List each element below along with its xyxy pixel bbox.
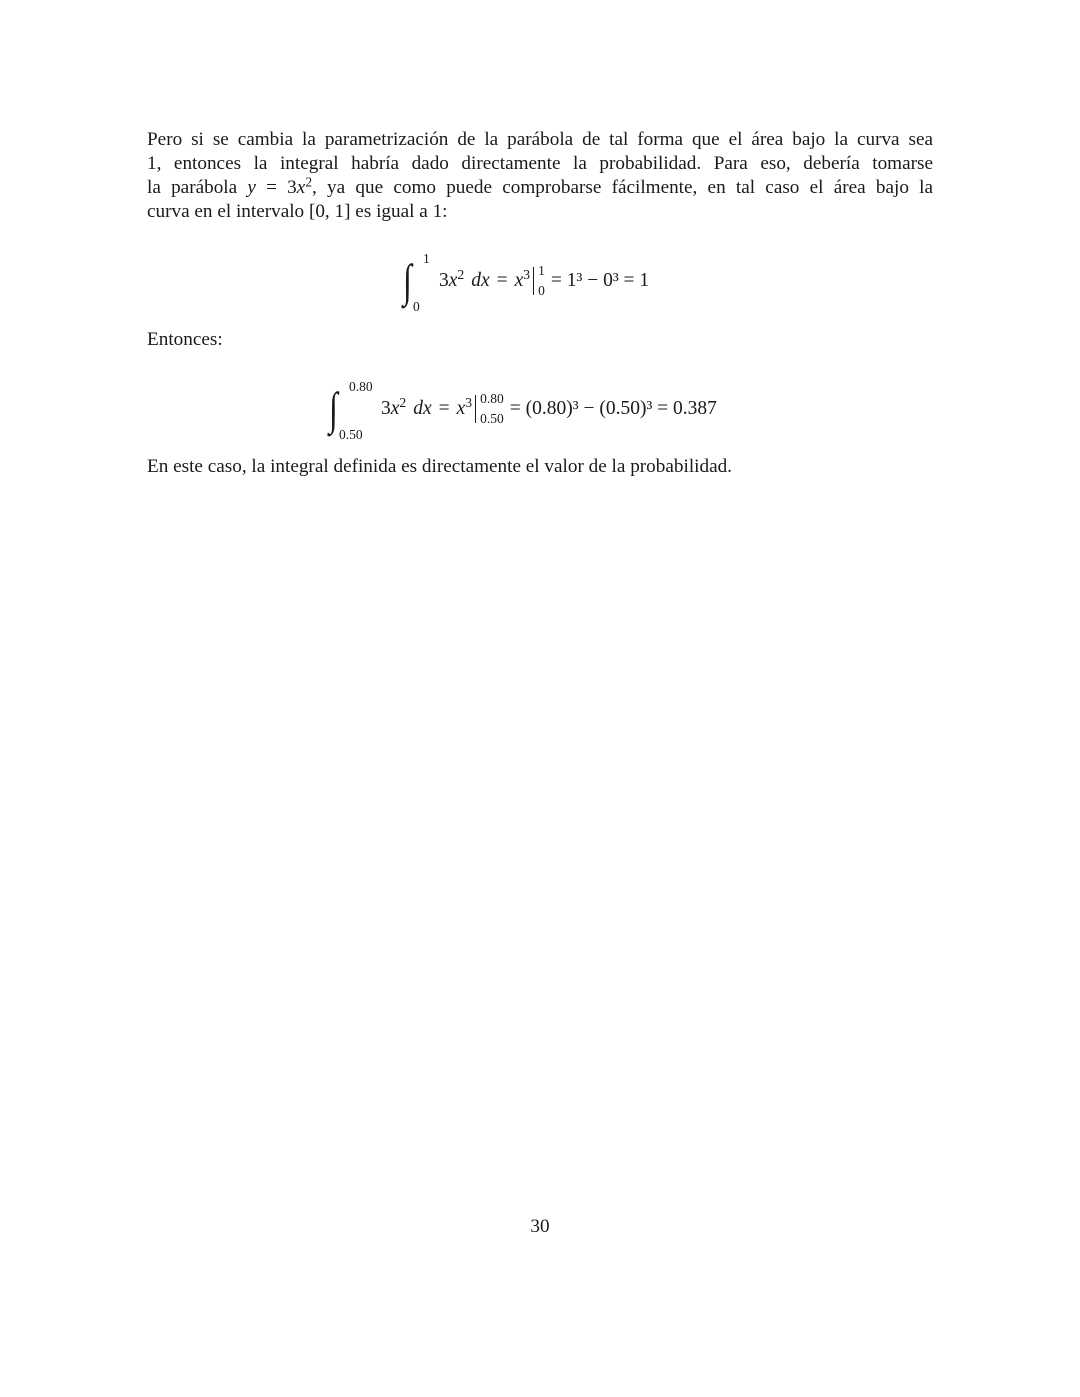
integral-lower-limit: 0 [413,299,420,314]
var: x [456,398,466,419]
integral-sign [403,251,433,314]
paragraph-conclusion [147,455,933,479]
differential: dx [413,398,432,419]
integral-icon: ∫ [329,383,338,434]
text-fragment: la parábola [147,177,248,198]
eval-upper: 1 [538,263,545,278]
paragraph-parametrization [147,128,933,224]
paragraph-line: 1, entonces la integral habría dado directamente la probabilidad. Para eso, debería tomarse [147,153,933,174]
equation-probability [329,379,717,442]
integral-icon: ∫ [403,255,412,306]
paragraph-line: En este caso, la integral definida es directamente el valor de la probabilidad. [147,456,732,477]
math-x: x [296,177,306,198]
integral-lower-limit: 0.50 [339,427,363,442]
antiderivative [456,395,473,420]
math-equals-3: = 3 [255,177,297,198]
evaluation-limits [538,264,545,298]
eval-lower: 0.50 [480,411,504,426]
paragraph-line: Entonces: [147,329,223,350]
integral-upper-limit: 1 [423,251,430,266]
eval-upper: 0.80 [480,391,504,406]
equals-sign: = [438,398,450,419]
math-exponent: 2 [305,174,313,190]
page-number: 30 [530,1216,550,1237]
text-fragment: , ya que como puede comprobarse fácilmente, en tal caso el área bajo la [312,177,933,198]
differential: dx [471,270,490,291]
integral-sign [329,379,375,442]
paragraph-line: curva en el intervalo [0, 1] es igual a 1: [147,201,448,222]
paragraph-line [147,176,933,200]
paragraph-entonces [147,328,933,352]
var: x [448,270,458,291]
exp: 2 [399,395,407,411]
antiderivative [514,267,531,292]
equation-rest: = 1³ − 0³ = 1 [550,270,650,291]
integrand [381,395,407,420]
evaluation-bar [475,395,478,423]
equation-total-area [403,251,650,314]
integrand [439,267,465,292]
var: x [390,398,400,419]
paragraph-line: Pero si se cambia la parametrización de la parábola de tal forma que el área bajo la curva sea [147,129,933,150]
math-y: y [247,177,256,198]
coef: 3 [381,398,391,419]
equals-sign: = [496,270,508,291]
exp: 3 [465,395,473,411]
exp: 2 [457,267,465,283]
var: x [514,270,524,291]
evaluation-limits [480,392,504,426]
coef: 3 [439,270,449,291]
evaluation-bar [533,267,536,295]
exp: 3 [523,267,531,283]
equation-rest: = (0.80)³ − (0.50)³ = 0.387 [509,398,717,419]
integral-upper-limit: 0.80 [349,379,373,394]
eval-lower: 0 [538,283,545,298]
